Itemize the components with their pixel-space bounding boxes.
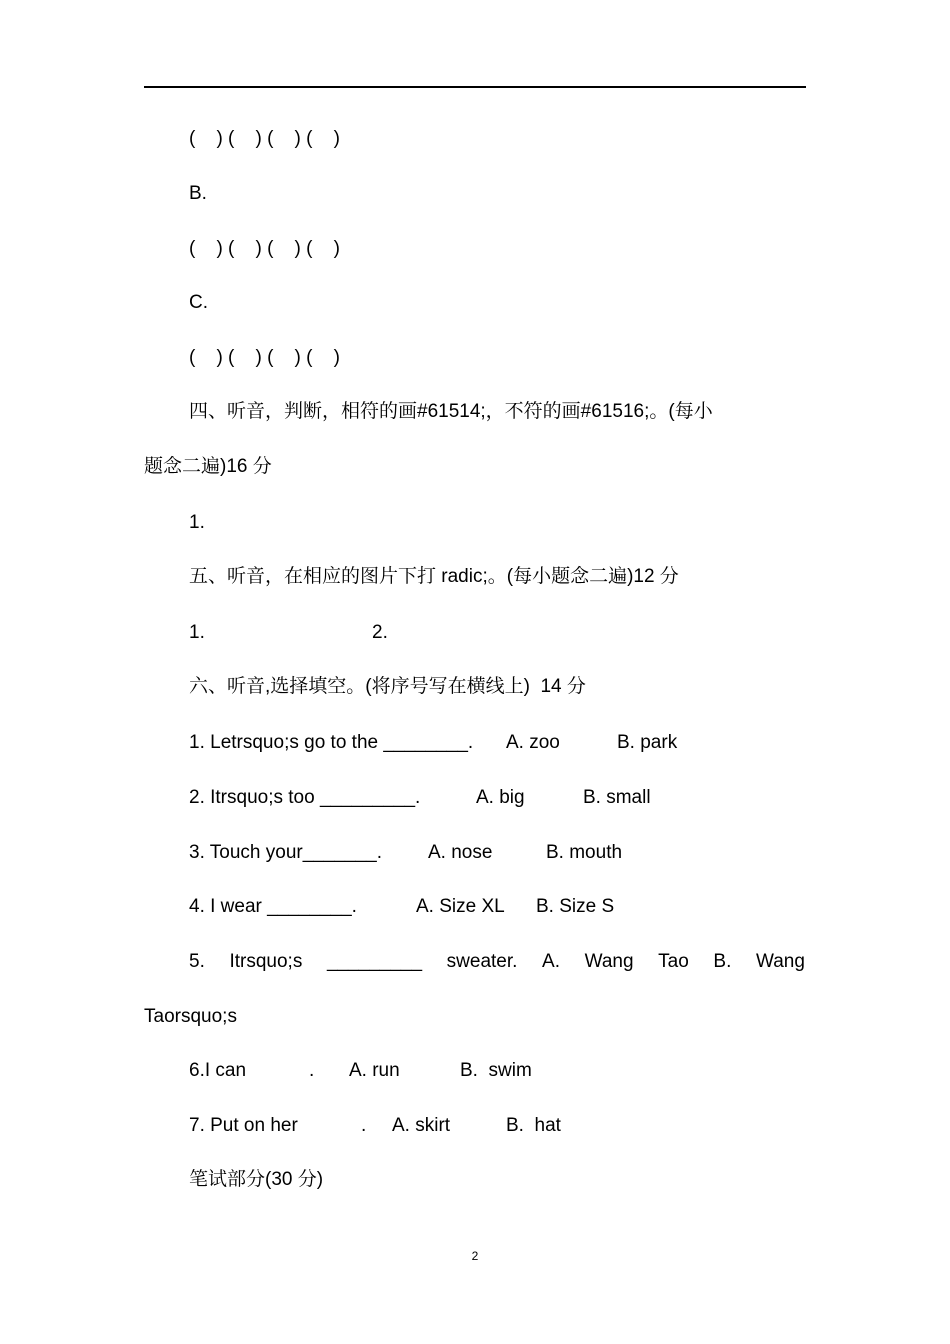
question-5-option-a-label: A. [542,951,560,972]
page-number: 2 [471,1249,479,1263]
option-label-c: C. [189,292,208,313]
section-5-item-2: 2. [372,622,388,643]
question-3-stem: 3. Touch your_______. [189,842,382,863]
answer-blanks-c: ( ) ( ) ( ) ( ) [189,347,340,368]
question-4-stem: 4. I wear ________. [189,896,357,917]
question-1-option-a: A. zoo [506,732,560,753]
question-6-option-a: A. run [349,1060,400,1081]
question-5-word: Wang [755,951,805,972]
question-5-word: Tao [658,951,689,972]
section-6-heading: 六、听音,选择填空。(将序号写在横线上) 14 分 [189,676,586,697]
written-part-heading: 笔试部分(30 分) [189,1169,324,1190]
question-1-stem: 1. Letrsquo;s go to the ________. [189,732,474,753]
section-4-heading-continued: 题念二遍)16 分 [144,456,272,477]
section-4-item-1: 1. [189,512,205,533]
answer-blanks-a: ( ) ( ) ( ) ( ) [189,128,340,149]
option-label-b: B. [189,183,207,204]
question-5-word: Wang [584,951,634,972]
question-4-option-a: A. Size XL [416,896,505,917]
answer-blanks-b: ( ) ( ) ( ) ( ) [189,238,340,259]
question-7-period: . [361,1115,367,1136]
section-5-item-1: 1. [189,622,205,643]
question-7-stem: 7. Put on her [189,1115,298,1136]
header-rule [144,86,806,88]
section-5-heading: 五、听音，在相应的图片下打 radic;。(每小题念二遍)12 分 [189,566,679,587]
question-5-blank: _________ [326,951,423,972]
question-1-option-b: B. park [617,732,678,753]
question-5-continuation: Taorsquo;s [144,1006,237,1027]
question-6-stem: 6.I can [189,1060,247,1081]
question-2-option-a: A. big [476,787,525,808]
question-5-stem [189,950,805,974]
question-6-option-b: B. swim [460,1060,532,1081]
question-7-option-a: A. skirt [392,1115,451,1136]
question-4-option-b: B. Size S [536,896,615,917]
question-5-number: 5. [189,951,205,972]
question-3-option-a: A. nose [428,842,493,863]
question-6-period: . [309,1060,315,1081]
section-4-heading: 四、听音，判断，相符的画#61514;，不符的画#61516;。(每小 [189,401,713,422]
question-3-option-b: B. mouth [546,842,623,863]
question-7-option-b: B. hat [506,1115,561,1136]
question-2-stem: 2. Itrsquo;s too _________. [189,787,421,808]
question-5-option-b-label: B. [713,951,732,972]
question-5-word: sweater. [446,951,518,972]
question-5-word: Itrsquo;s [229,951,303,972]
question-2-option-b: B. small [583,787,651,808]
